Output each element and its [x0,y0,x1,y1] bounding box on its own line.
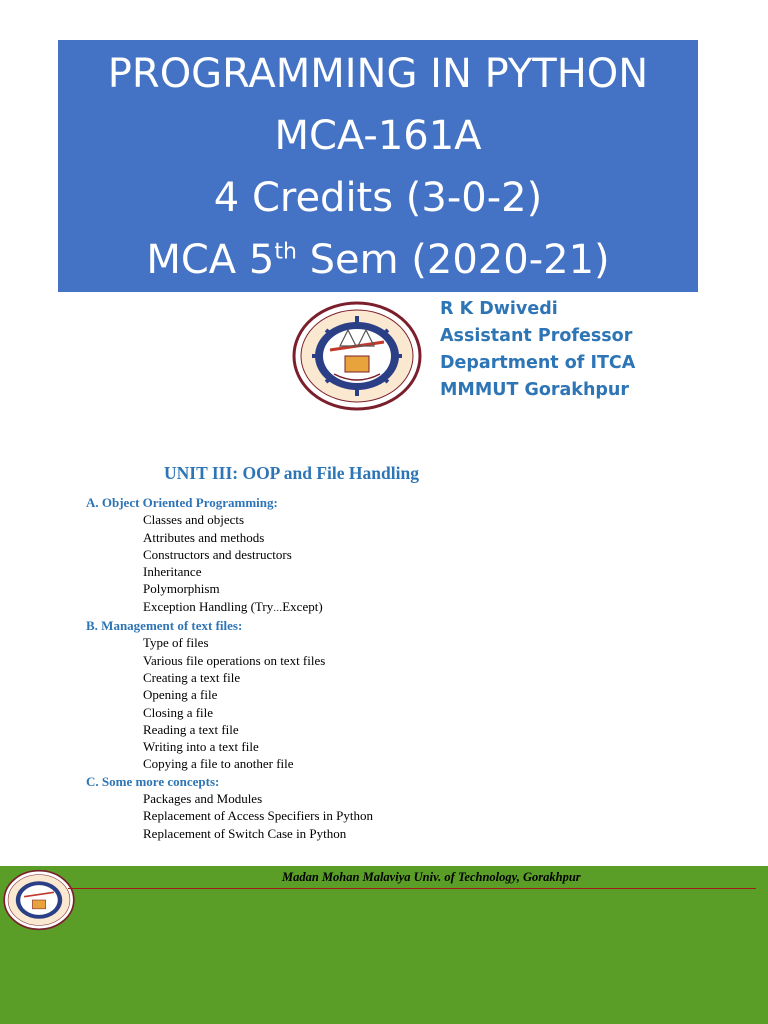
author-name: R K Dwivedi [440,299,558,319]
list-item: Attributes and methods [143,529,265,545]
list-item: Packages and Modules [143,791,263,807]
university-seal-icon [290,300,424,412]
course-code: MCA-161A [274,113,482,159]
list-item: Reading a text file [143,721,239,737]
unit-title: UNIT III: OOP and File Handling [164,463,419,483]
list-item: Various file operations on text files [143,652,326,668]
author-institution: MMMUT Gorakhpur [440,380,630,400]
section-heading: A. Object Oriented Programming: [86,495,278,510]
syllabus-list [86,494,686,842]
list-item: Exception Handling (Try…Except) [143,598,323,614]
footer-institution: Madan Mohan Malaviya Univ. of Technology, Gorakhpur [282,870,581,884]
list-item: Opening a file [143,687,218,703]
university-seal-icon [2,866,76,934]
list-item: Closing a file [143,704,214,720]
list-item: Writing into a text file [143,739,259,755]
course-credits: 4 Credits (3-0-2) [213,175,543,221]
footer-divider [68,888,756,889]
course-semester: MCA 5th Sem (2020-21) [146,237,610,283]
list-item: Type of files [143,635,209,651]
list-item: Classes and objects [143,512,245,528]
title-banner [58,40,698,292]
list-item: Replacement of Access Specifiers in Python [143,808,373,824]
section-heading: C. Some more concepts: [86,773,220,789]
author-block [440,296,635,404]
list-item: Replacement of Switch Case in Python [143,825,347,841]
footer-band [0,866,768,1024]
course-title: PROGRAMMING IN PYTHON [107,51,649,97]
section-heading: B. Management of text files: [86,618,243,634]
list-item: Inheritance [143,564,202,580]
list-item: Polymorphism [143,581,220,597]
list-item: Creating a text file [143,669,241,685]
list-item: Constructors and destructors [143,546,292,562]
author-department: Department of ITCA [440,353,636,373]
list-item: Copying a file to another file [143,756,294,772]
author-designation: Assistant Professor [440,326,633,346]
